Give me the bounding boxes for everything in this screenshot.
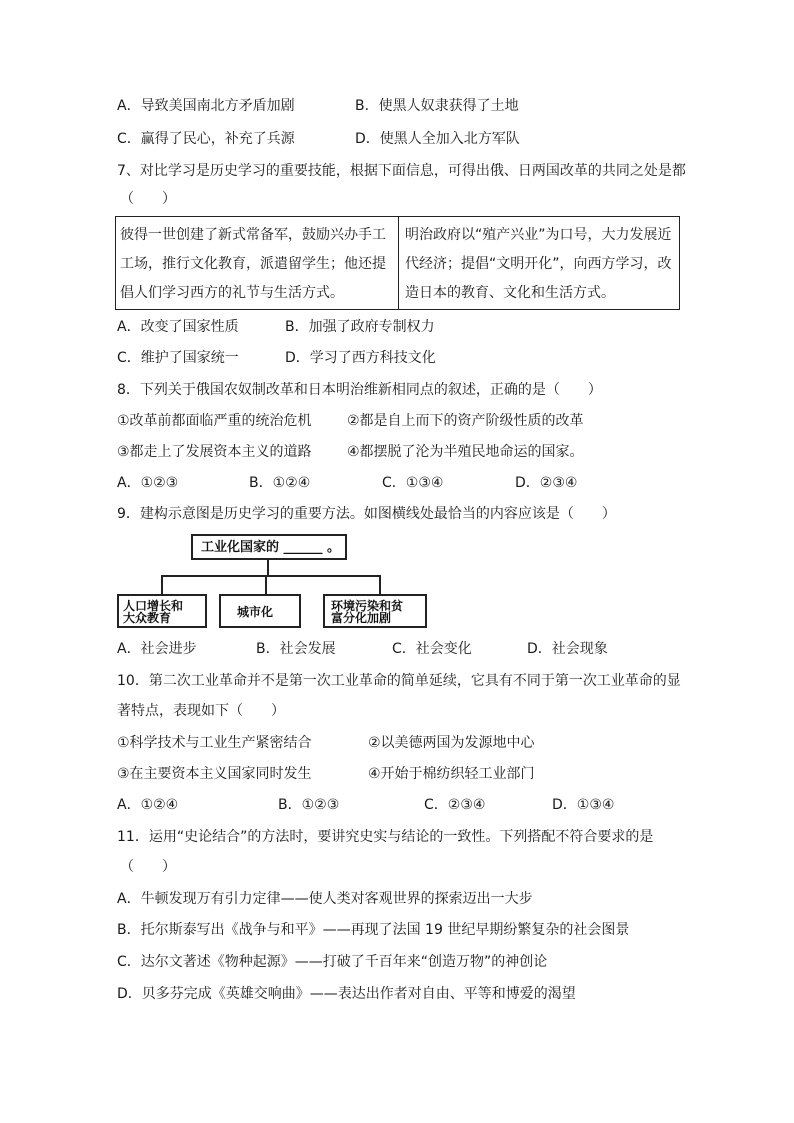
q7-comparison-table xyxy=(115,216,680,310)
q10-stem-line1: 10．第二次工业革命并不是第一次工业革命的简单延续，它具有不同于第一次工业革命的显 xyxy=(117,673,681,689)
q7-table-right-line: 代经济；提倡“文明开化”，向西方学习，改 xyxy=(405,256,672,272)
q11-option-d: D．贝多芬完成《英雄交响曲》——表达出作者对自由、平等和博爱的渴望 xyxy=(117,986,576,1002)
q11-stem: 11．运用“史论结合”的方法时，要讲究史实与结论的一致性。下列搭配不符合要求的是 xyxy=(117,829,654,845)
q10-option-c: C．②③④ xyxy=(424,797,486,813)
q11-option-c: C．达尔文著述《物种起源》——打破了千百年来“创造万物”的神创论 xyxy=(117,954,548,970)
q8-item-4: ④都摆脱了沦为半殖民地命运的国家。 xyxy=(347,444,584,460)
q6-option-a: A．导致美国南北方矛盾加剧 xyxy=(117,98,295,114)
diagram-box-text: 大众教育 xyxy=(123,611,172,625)
q6-option-d: D．使黑人全加入北方军队 xyxy=(355,131,520,147)
q7-option-c: C．维护了国家统一 xyxy=(117,350,239,366)
q9-option-c: C．社会变化 xyxy=(392,641,472,657)
q9-option-a: A．社会进步 xyxy=(117,641,197,657)
q10-option-d: D．①③④ xyxy=(552,797,615,813)
diagram-connector xyxy=(265,575,267,595)
q8-item-2: ②都是自上而下的资产阶级性质的改革 xyxy=(347,413,584,429)
diagram-box-population xyxy=(117,594,207,628)
q7-option-a: A．改变了国家性质 xyxy=(117,319,239,335)
diagram-box-text: 富分化加剧 xyxy=(331,611,392,625)
q10-item-3: ③在主要资本主义国家同时发生 xyxy=(117,766,312,782)
q7-answer-paren: （ ） xyxy=(120,191,176,207)
q11-option-b: B．托尔斯泰写出《战争与和平》——再现了法国 19 世纪早期纷繁复杂的社会图景 xyxy=(117,922,630,938)
q8-stem: 8．下列关于俄国农奴制改革和日本明治维新相同点的叙述，正确的是（ ） xyxy=(117,382,602,398)
q9-stem: 9．建构示意图是历史学习的重要方法。如图横线处最恰当的内容应该是（ ） xyxy=(117,506,616,522)
diagram-box-text: 环境污染和贫 xyxy=(331,599,404,613)
q10-item-1: ①科学技术与工业生产紧密结合 xyxy=(117,735,312,751)
q7-table-left-line: 彼得一世创建了新式常备军，鼓励兴办手工 xyxy=(120,227,386,243)
q7-option-b: B．加强了政府专制权力 xyxy=(285,319,435,335)
q7-table-japan-cell xyxy=(399,217,679,309)
q9-concept-diagram xyxy=(115,530,455,630)
q7-table-left-line: 倡人们学习西方的礼节与生活方式。 xyxy=(120,285,344,301)
q8-option-b: B．①②④ xyxy=(249,475,311,491)
q7-table-russia-cell xyxy=(116,217,399,309)
diagram-connector xyxy=(379,575,381,595)
diagram-connector xyxy=(267,560,269,576)
q8-option-a: A．①②③ xyxy=(117,475,179,491)
q8-option-c: C．①③④ xyxy=(382,475,444,491)
q10-stem-line2: 著特点，表现如下（ ） xyxy=(117,703,285,719)
q8-item-3: ③都走上了发展资本主义的道路 xyxy=(117,444,312,460)
diagram-box-pollution xyxy=(323,594,427,628)
diagram-box-text: 人口增长和 xyxy=(123,599,184,613)
diagram-connector xyxy=(161,575,163,595)
q9-option-d: D．社会现象 xyxy=(527,641,608,657)
q7-table-right-line: 造日本的教育、文化和生活方式。 xyxy=(405,285,615,301)
diagram-top-box: 工业化国家的 ______ 。 xyxy=(191,534,347,560)
q10-item-4: ④开始于棉纺织轻工业部门 xyxy=(368,766,535,782)
q9-option-b: B．社会发展 xyxy=(256,641,336,657)
q10-option-b: B．①②③ xyxy=(278,797,340,813)
q7-table-right-line: 明治政府以“殖产兴业”为口号，大力发展近 xyxy=(405,227,672,243)
q7-stem: 7、对比学习是历史学习的重要技能，根据下面信息，可得出俄、日两国改革的共同之处是都 xyxy=(117,163,686,179)
q8-item-1: ①改革前都面临严重的统治危机 xyxy=(117,413,312,429)
q7-option-d: D．学习了西方科技文化 xyxy=(285,350,436,366)
q11-option-a: A．牛顿发现万有引力定律——使人类对客观世界的探索迈出一大步 xyxy=(117,891,533,907)
diagram-connector xyxy=(161,575,381,577)
q10-option-a: A．①②④ xyxy=(117,797,179,813)
q11-answer-paren: （ ） xyxy=(120,859,176,875)
q10-item-2: ②以美德两国为发源地中心 xyxy=(368,735,535,751)
q6-option-c: C．赢得了民心，补充了兵源 xyxy=(117,131,295,147)
diagram-box-urbanization: 城市化 xyxy=(219,594,301,628)
q7-table-left-line: 工场，推行文化教育，派遣留学生；他还提 xyxy=(120,256,386,272)
q8-option-d: D．②③④ xyxy=(515,475,578,491)
q6-option-b: B．使黑人奴隶获得了土地 xyxy=(355,98,519,114)
